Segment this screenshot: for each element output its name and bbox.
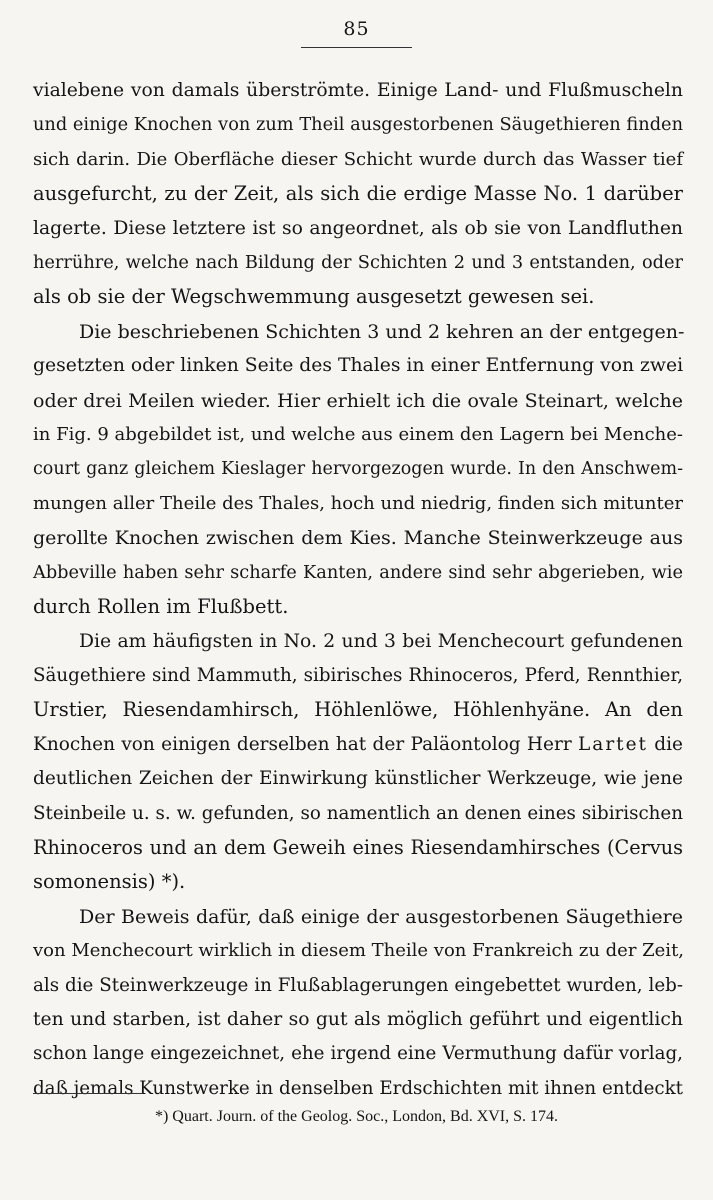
text-segment: Knochen von einigen derselben hat der Paläontolog Herr <box>33 733 578 755</box>
text-line: Säugethiere sind Mammuth, sibirisches Rhinoceros, Pferd, Rennthier, <box>33 664 683 686</box>
text-line: somonensis) *). <box>33 870 186 894</box>
paragraph-4 <box>33 900 683 1106</box>
text-line: lagerte. Diese letztere ist so angeordnet, als ob sie von Landfluthen <box>33 217 683 239</box>
paragraph-1 <box>33 74 683 315</box>
text-line: durch Rollen im Flußbett. <box>33 595 289 619</box>
text-line: vialebene von damals überströmte. Einige Land- und Flußmuscheln <box>33 80 683 101</box>
text-line: Rhinoceros und an dem Geweih eines Riesendamhirsches (Cervus <box>33 835 683 859</box>
text-line: herrühre, welche nach Bildung der Schichten 2 und 3 entstanden, oder <box>33 253 683 274</box>
text-line: von Menchecourt wirklich in diesem Theile von Frankreich zu der Zeit, <box>33 940 685 962</box>
text-line: Der Beweis dafür, daß einige der ausgestorbenen Säugethiere <box>79 905 683 928</box>
text-line: oder drei Meilen wieder. Hier erhielt ich die ovale Steinart, welche <box>33 389 683 412</box>
text-line: Abbeville haben sehr scharfe Kanten, andere sind sehr abgerieben, wie <box>33 562 683 583</box>
text-line: schon lange eingezeichnet, ehe irgend eine Vermuthung dafür vorlag, <box>33 1043 683 1065</box>
text-line: als die Steinwerkzeuge in Flußablagerungen eingebettet wurden, leb- <box>33 974 683 996</box>
text-line: sich darin. Die Oberfläche dieser Schicht wurde durch das Wasser tief <box>33 148 683 170</box>
text-line: deutlichen Zeichen der Einwirkung künstlicher Werkzeuge, wie jene <box>33 768 683 790</box>
paragraph-2 <box>33 315 683 625</box>
text-line <box>33 728 683 762</box>
text-line: als ob sie der Wegschwemmung ausgesetzt gewesen sei. <box>33 285 595 309</box>
paragraph-3 <box>33 625 683 900</box>
header-rule <box>301 47 412 48</box>
text-line: gesetzten oder linken Seite des Thales in einer Entfernung von zwei <box>33 355 684 377</box>
text-line: mungen aller Theile des Thales, hoch und niedrig, finden sich mitunter <box>33 492 683 514</box>
text-line: Die am häufigsten in No. 2 und 3 bei Menchecourt gefundenen <box>79 630 683 652</box>
text-line: daß jemals Kunstwerke in denselben Erdschichten mit ihnen entdeckt <box>33 1077 683 1099</box>
text-line: in Fig. 9 abgebildet ist, und welche aus einem den Lagern bei Menche- <box>33 424 683 446</box>
text-line: Urstier, Riesendamhirsch, Höhlenlöwe, Höhlenhyäne. An den <box>33 698 683 722</box>
footnote-rule <box>33 1093 143 1094</box>
text-line: Die beschriebenen Schichten 3 und 2 kehren an der entgegen- <box>79 320 685 343</box>
text-line: Steinbeile u. s. w. gefunden, so namentlich an denen eines sibirischen <box>33 802 683 824</box>
text-line: gerollte Knochen zwischen dem Kies. Manche Steinwerkzeuge aus <box>33 527 683 550</box>
text-line: und einige Knochen von zum Theil ausgestorbenen Säugethieren finden <box>33 115 683 136</box>
footnote: *) Quart. Journ. of the Geolog. Soc., London, Bd. XVI, S. 174. <box>154 1108 559 1125</box>
text-line: ten und starben, ist daher so gut als möglich geführt und eigentlich <box>33 1008 683 1030</box>
text-line: ausgefurcht, zu der Zeit, als sich die erdige Masse No. 1 darüber <box>33 182 683 206</box>
page-number: 85 <box>343 18 370 40</box>
text-line: court ganz gleichem Kieslager hervorgezogen wurde. In den Anschwem- <box>33 459 683 480</box>
person-name-lartet: Lartet <box>578 733 648 755</box>
text-segment: die <box>647 733 684 755</box>
body-text <box>33 74 683 1106</box>
